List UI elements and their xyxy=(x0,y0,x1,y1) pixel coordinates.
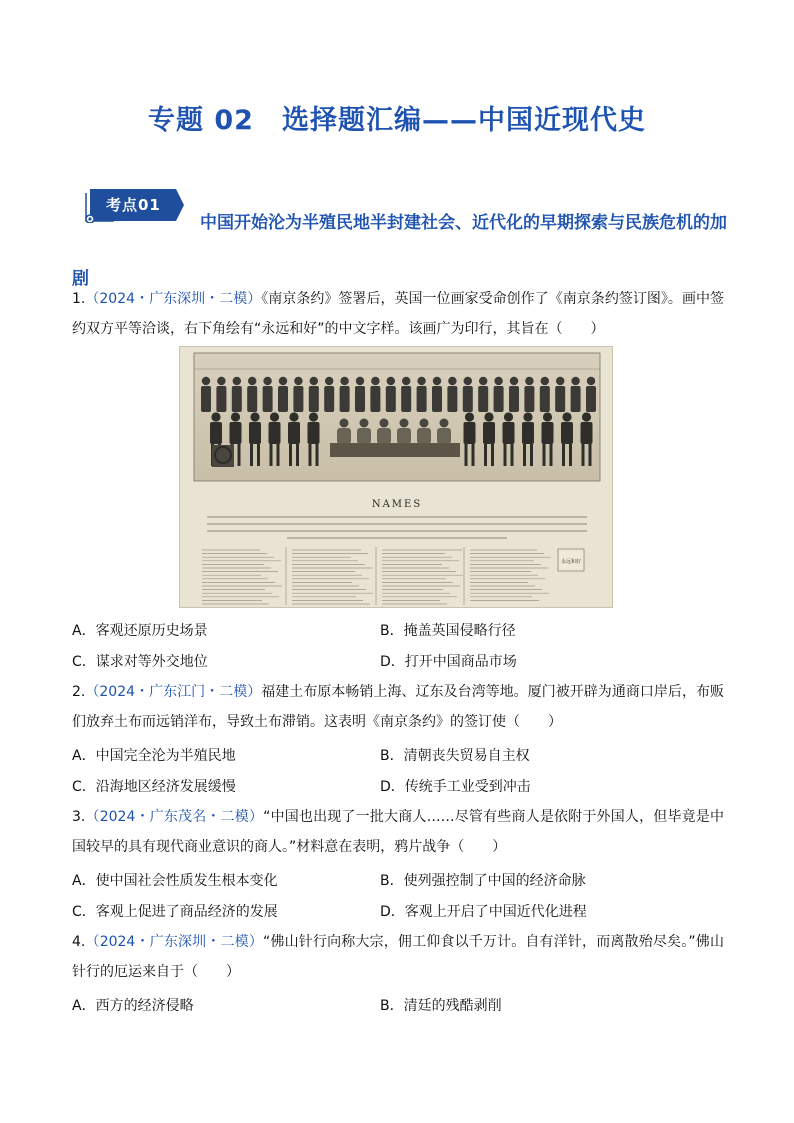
option-letter: B． xyxy=(380,623,404,639)
question-4-stem xyxy=(72,927,724,987)
option-letter: A． xyxy=(72,998,96,1014)
option-letter: B． xyxy=(380,998,404,1014)
option-text: 谋求对等外交地位 xyxy=(95,654,208,670)
question-4-option-b[interactable] xyxy=(380,996,502,1016)
option-text: 清廷的残酷剥削 xyxy=(403,998,502,1014)
question-1-option-d[interactable] xyxy=(380,652,517,672)
question-source: （2024・广东茂名・二模） xyxy=(85,809,264,825)
option-letter: A． xyxy=(72,748,96,764)
question-1-option-b[interactable] xyxy=(380,621,516,641)
document-title: 专题 02 选择题汇编——中国近现代史 xyxy=(148,105,646,136)
option-text: 使中国社会性质发生根本变化 xyxy=(95,873,278,889)
question-number: 1. xyxy=(72,291,86,307)
option-text: 清朝丧失贸易自主权 xyxy=(403,748,530,764)
question-text: “中国也出现了一批大商人……尽管有些商人是依附于外国人，但毕竟是中国较早的具有现代商业意识的商人。”材料意在表明，鸦片战争（ ） xyxy=(72,809,724,855)
option-text: 中国完全沦为半殖民地 xyxy=(95,748,236,764)
option-letter: C． xyxy=(72,654,96,670)
question-number: 3. xyxy=(72,809,86,825)
option-letter: C． xyxy=(72,904,96,920)
question-3-option-c[interactable] xyxy=(72,902,278,922)
option-letter: A． xyxy=(72,873,96,889)
question-2-option-a[interactable] xyxy=(72,746,236,766)
option-letter: D． xyxy=(380,904,405,920)
engraving-illustration xyxy=(180,347,613,608)
option-text: 掩盖英国侵略行径 xyxy=(403,623,516,639)
section-badge xyxy=(84,187,186,223)
option-letter: C． xyxy=(72,779,96,795)
question-text: 《南京条约》签署后，英国一位画家受命创作了《南京条约签订图》。画中签约双方平等洽谈，右下角绘有“永远和好”的中文字样。该画广为印行，其旨在（ ） xyxy=(72,291,724,337)
option-text: 沿海地区经济发展缓慢 xyxy=(95,779,236,795)
question-1-stem xyxy=(72,284,724,344)
question-1-option-c[interactable] xyxy=(72,652,208,672)
question-number: 4. xyxy=(72,934,86,950)
option-letter: D． xyxy=(380,654,405,670)
option-letter: B． xyxy=(380,748,404,764)
question-source: （2024・广东江门・二模） xyxy=(85,684,262,700)
question-3-option-b[interactable] xyxy=(380,871,586,891)
option-letter: B． xyxy=(380,873,404,889)
caption-title: NAMES xyxy=(371,499,423,510)
option-letter: D． xyxy=(380,779,405,795)
option-text: 传统手工业受到冲击 xyxy=(404,779,531,795)
question-text: “佛山针行向称大宗，佣工仰食以千万计。自有洋针，而离散殆尽矣。”佛山针行的厄运来自于（ ） xyxy=(72,934,724,980)
question-2-option-d[interactable] xyxy=(380,777,531,797)
question-2-stem xyxy=(72,677,724,737)
option-text: 打开中国商品市场 xyxy=(404,654,517,670)
question-1-option-a[interactable] xyxy=(72,621,208,641)
question-3-option-a[interactable] xyxy=(72,871,278,891)
stamp-text: 永远和好 xyxy=(560,559,582,565)
option-text: 客观上开启了中国近代化进程 xyxy=(404,904,587,920)
question-4-option-a[interactable] xyxy=(72,996,194,1016)
section-heading: 中国开始沦为半殖民地半封建社会、近代化的早期探索与民族危机的加剧 xyxy=(72,213,727,289)
option-letter: A． xyxy=(72,623,96,639)
question-3-stem xyxy=(72,802,724,862)
option-text: 使列强控制了中国的经济命脉 xyxy=(403,873,586,889)
question-2-option-c[interactable] xyxy=(72,777,236,797)
option-text: 客观还原历史场景 xyxy=(95,623,208,639)
option-text: 客观上促进了商品经济的发展 xyxy=(95,904,278,920)
treaty-signing-engraving xyxy=(179,346,613,608)
question-number: 2. xyxy=(72,684,86,700)
question-2-option-b[interactable] xyxy=(380,746,530,766)
option-text: 西方的经济侵略 xyxy=(95,998,194,1014)
question-text: 福建土布原本畅销上海、辽东及台湾等地。厦门被开辟为通商口岸后，布贩们放弃土布而远销洋布，导致土布滞销。这表明《南京条约》的签订使（ ） xyxy=(72,684,724,730)
question-3-option-d[interactable] xyxy=(380,902,587,922)
question-source: （2024・广东深圳・二模） xyxy=(85,291,262,307)
question-source: （2024・广东深圳・二模） xyxy=(85,934,263,950)
badge-label: 考点01 xyxy=(106,196,161,214)
